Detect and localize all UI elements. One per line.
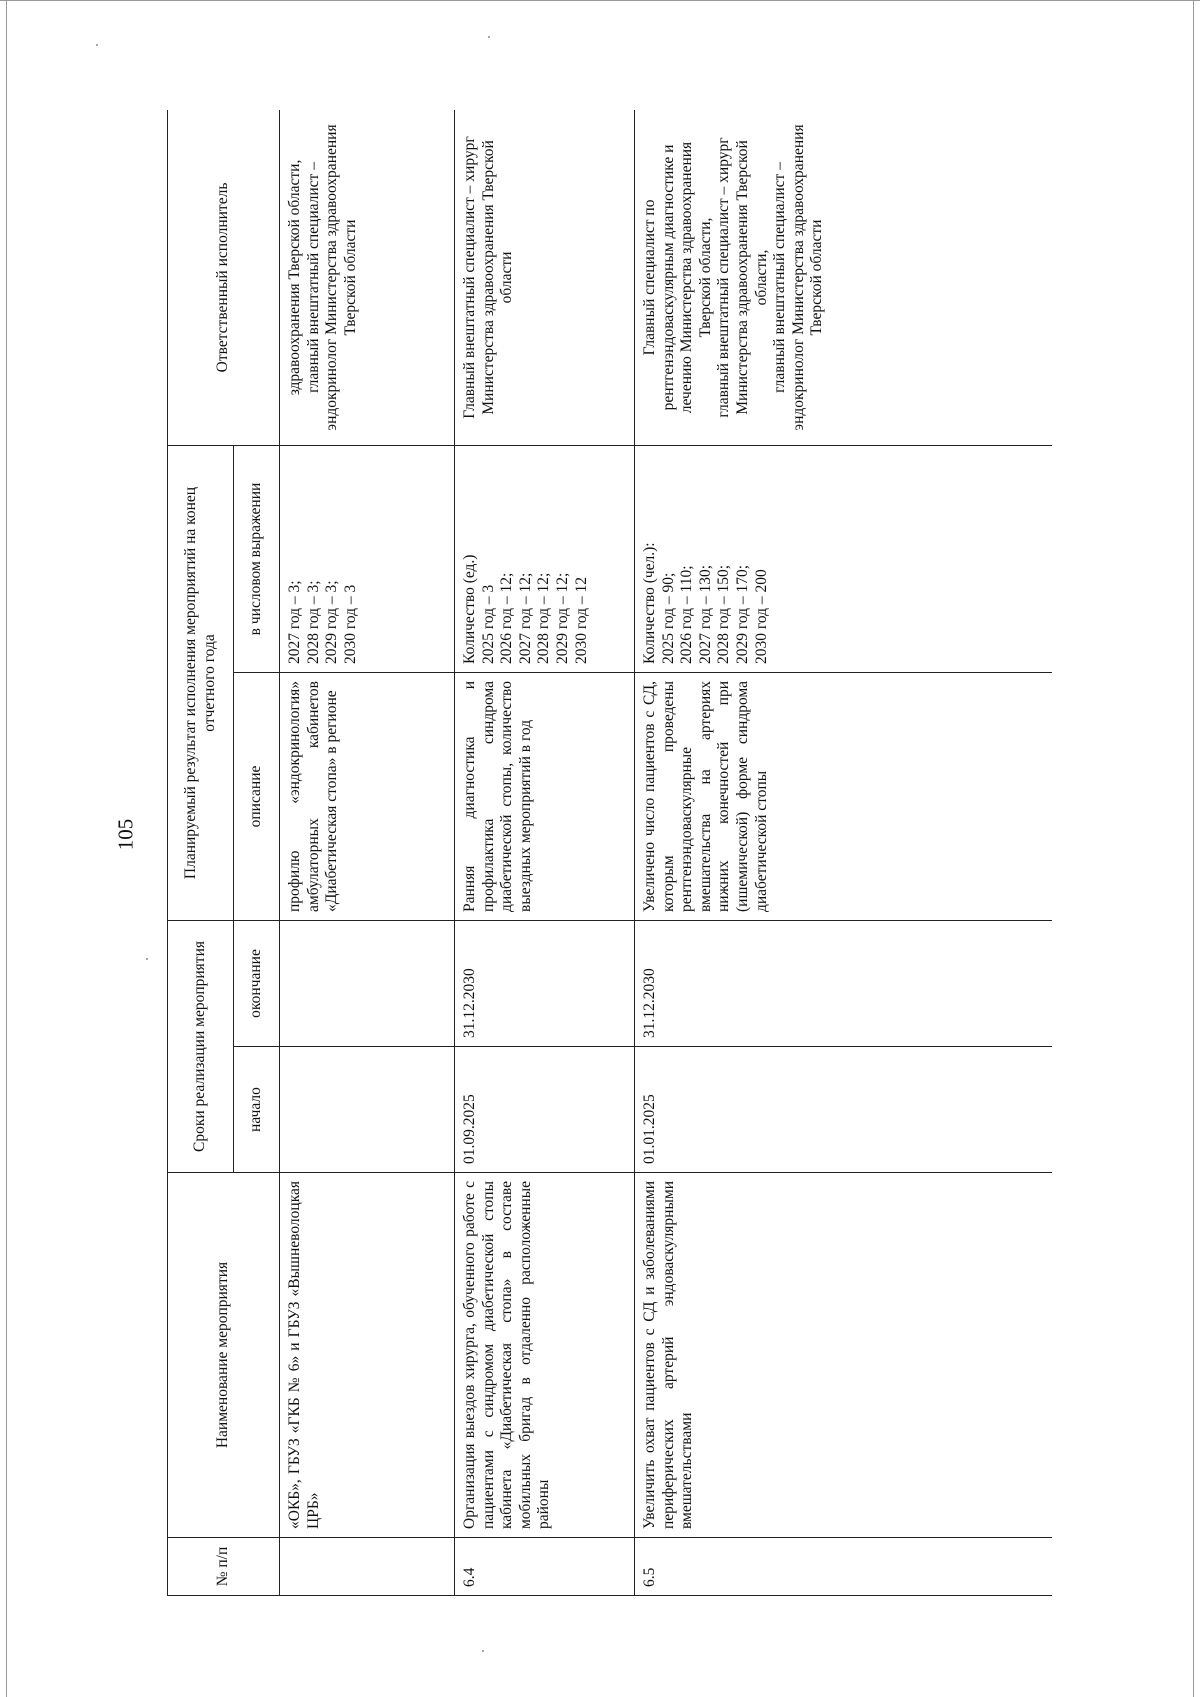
cell-responsible: Главный специалист по рентгенэндоваскулярным диагностике и лечению Министерства здравоохранения Тверской области, главный внештатный специалист – хирург Министерства здравоохранения Тверской области, главный внештатный специалист – эндокринолог Министерства здравоохранения Тверской области [635,110,1053,445]
cell-start: 01.09.2025 [455,1047,635,1173]
table-row [280,110,455,1596]
table-header [168,110,280,1596]
cell-numeric: 2027 год – 3; 2028 год – 3; 2029 год – 3; 2030 год – 3 [280,445,455,672]
cell-numeric: Количество (ед.) 2025 год – 3 2026 год – 12; 2027 год – 12; 2028 год – 12; 2029 год – 12; 2030 год – 12 [455,445,635,672]
scan-left-edge [6,0,7,1697]
header-dates: Сроки реализации мероприятия [168,921,234,1173]
cell-start [280,1047,455,1173]
table-row [455,110,635,1596]
cell-name: «ОКБ», ГБУЗ «ГКБ № 6» и ГБУЗ «Вышневолоцкая ЦРБ» [280,1173,455,1538]
header-start: начало [234,1047,280,1173]
scan-speck [96,44,98,46]
scan-speck [482,1650,484,1652]
cell-end: 31.12.2030 [455,921,635,1047]
header-result: Планируемый результат исполнения мероприятий на конец отчетного года [168,445,234,920]
cell-start: 01.01.2025 [635,1047,1053,1173]
header-responsible: Ответственный исполнитель [168,110,280,445]
header-end: окончание [234,921,280,1047]
cell-name: Увеличить охват пациентов с СД и заболеваниями периферических артерий эндоваскулярными вмешательствами [635,1173,1053,1538]
header-description: описание [234,673,280,921]
page-number: 105 [113,818,138,851]
scan-speck [146,958,148,960]
cell-description: Увеличено число пациентов с СД, которым проведены рентгенэндоваскулярные вмешательства на артериях нижних конечностей при (ишемической) форме синдрома диабетической стопы [635,673,1053,921]
scan-right-edge [1193,0,1194,1697]
table-row [635,110,1053,1596]
cell-name: Организация выездов хирурга, обученного работе с пациентами с синдромом диабетической стопы кабинета «Диабетическая стопа» в составе мобильных бригад в отдаленно расположенные районы [455,1173,635,1538]
table-frame [167,110,1052,1596]
cell-responsible: Главный внештатный специалист – хирург Министерства здравоохранения Тверской области [455,110,635,445]
cell-end: 31.12.2030 [635,921,1053,1047]
cell-end [280,921,455,1047]
cell-description: профилю «эндокринология» амбулаторных кабинетов «Диабетическая стопа» в регионе [280,673,455,921]
cell-num: 6.4 [455,1538,635,1596]
rotated-table-canvas [167,110,1052,1596]
header-numeric: в числовом выражении [234,445,280,672]
cell-responsible: здравоохранения Тверской области, главный внештатный специалист – эндокринолог Министерства здравоохранения Тверской области [280,110,455,445]
cell-numeric: Количество (чел.): 2025 год – 90; 2026 год – 110; 2027 год – 130; 2028 год – 150; 2029 год – 170; 2030 год – 200 [635,445,1053,672]
cell-num [280,1538,455,1596]
cell-description: Ранняя диагностика и профилактика синдрома диабетической стопы, количество выездных мероприятий в год [455,673,635,921]
scan-top-edge [0,0,1200,1]
header-name: Наименование мероприятия [168,1173,280,1538]
cell-num: 6.5 [635,1538,1053,1596]
scan-speck [488,36,490,38]
header-num: № п/п [168,1538,280,1596]
activities-table [167,110,1052,1596]
